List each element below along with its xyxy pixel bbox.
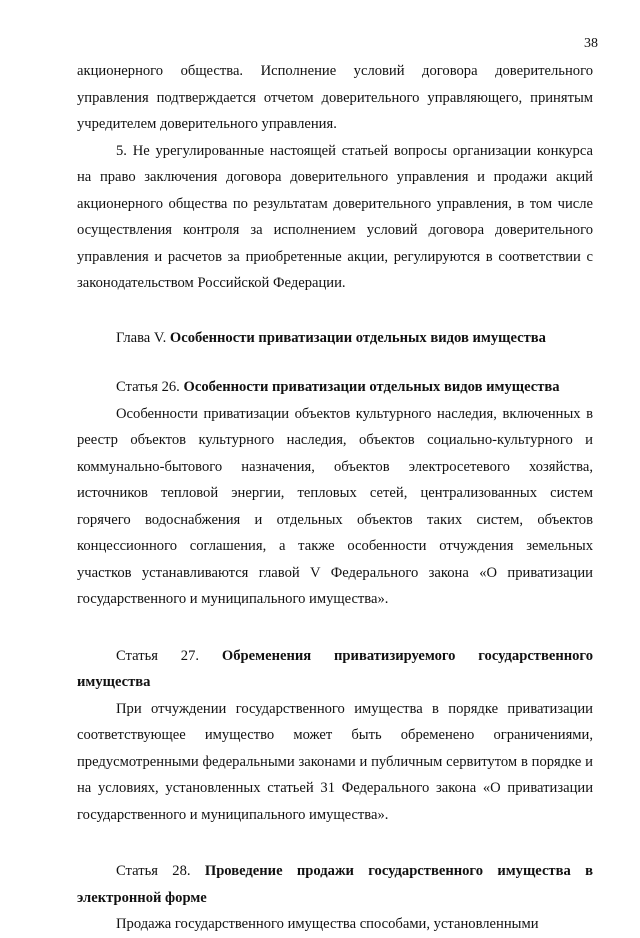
- article-26-title: Особенности приватизации отдельных видов имущества: [183, 379, 560, 395]
- article-28-prefix: Статья 28.: [116, 863, 191, 879]
- document-body: [77, 58, 593, 938]
- chapter-prefix: Глава V.: [116, 329, 167, 346]
- page-number: 38: [584, 36, 598, 51]
- article-26-prefix: Статья 26.: [116, 379, 180, 395]
- article-28-title-part1: Проведение продажи государственного имущества в: [204, 863, 593, 879]
- article-27-body: При отчуждении государственного имущества в порядке приватизации соответствующее имущество может быть обременено ограничениями, предусмотренными федеральными законами и публичным сервитутом в порядке и на условиях, установленных статьей 31 Федерального закона «О приватизации государственного и муниципального имущества».: [77, 700, 593, 823]
- article-27-heading-line: [77, 643, 593, 670]
- article-28-heading-line: [77, 858, 593, 885]
- paragraph-item-5: 5. Не урегулированные настоящей статьей вопросы организации конкурса на право заключения договора доверительного управления и продажи акций акционерного общества по результатам доверительного управления, в том числе осуществления контроля за исполнением условий договора доверительного управления и расчетов за приобретенные акции, регулируются в соответствии с законодательством Российской Федерации.: [77, 142, 593, 291]
- article-26-body: Особенности приватизации объектов культурного наследия, включенных в реестр объектов культурного наследия, объектов социально-культурного и коммунально-бытового назначения, объектов электросетевого хозяйства, источников тепловой энергии, тепловых сетей, централизованных систем горячего водоснабжения и отдельных объектов таких систем, объектов концессионного соглашения, а также особенности отчуждения земельных участков устанавливаются главой V Федерального закона «О приватизации государственного и муниципального имущества».: [77, 405, 593, 607]
- article-27-prefix: Статья 27.: [116, 647, 200, 664]
- article-27-title-part1: Обременения приватизируемого государственного: [221, 647, 593, 664]
- chapter-title: Особенности приватизации отдельных видов имущества: [169, 329, 546, 346]
- article-27-heading: [77, 643, 593, 696]
- article-26-heading: [77, 374, 593, 401]
- article-28-body: Продажа государственного имущества способами, установленными: [116, 916, 539, 932]
- article-28-heading: [77, 858, 593, 911]
- article-28-title-part2: электронной форме: [77, 889, 207, 906]
- article-27-title-part2: имущества: [77, 674, 151, 690]
- chapter-heading: [77, 325, 593, 352]
- paragraph-continuation: акционерного общества. Исполнение условий договора доверительного управления подтверждается отчетом доверительного управляющего, принятым учредителем доверительного управления.: [77, 63, 593, 132]
